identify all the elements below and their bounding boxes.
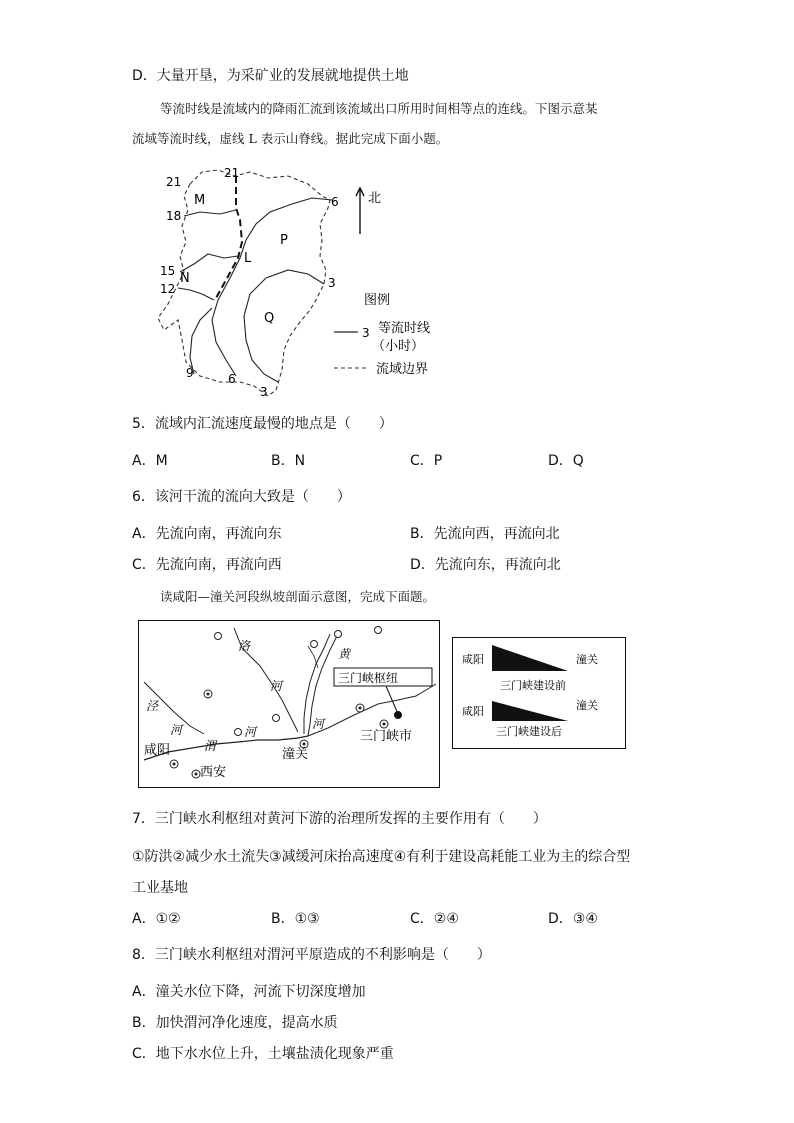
- q5-option-d[interactable]: D．Q: [548, 453, 584, 469]
- legend-isochrone-unit: （小时）: [372, 339, 425, 354]
- contour-label-3-bottom: 3: [260, 385, 268, 399]
- contour-label-6-right: 6: [331, 195, 339, 209]
- legend-title: 图例: [364, 293, 391, 308]
- city-marker: [311, 641, 318, 648]
- contour-label-15: 15: [160, 264, 176, 278]
- contour-label-21-left: 21: [166, 175, 182, 189]
- contour-label-9: 9: [186, 366, 194, 380]
- river-label-wei-he: 河: [244, 725, 257, 739]
- profile-before-left-label: 咸阳: [462, 653, 484, 666]
- question-7-items-line-1: ①防洪②减少水土流失③减缓河床抬高速度④有利于建设高耗能工业为主的综合型: [132, 849, 631, 865]
- q6-option-b[interactable]: B．先流向西，再流向北: [410, 526, 560, 542]
- dam-label: 三门峡枢纽: [338, 671, 399, 685]
- legend-isochrone-label: 等流时线: [378, 321, 431, 336]
- profile-after-wedge: [492, 701, 568, 721]
- contour-label-12: 12: [160, 282, 176, 296]
- passage-intro-line-1: 等流时线是流域内的降雨汇流到该流域出口所用时间相等点的连线。下图示意某: [160, 101, 598, 116]
- wei-river-map-figure: [138, 620, 440, 788]
- river-label-luo-he: 河: [270, 679, 283, 693]
- city-marker: [235, 729, 242, 736]
- q8-option-b[interactable]: B．加快渭河净化速度，提高水质: [132, 1015, 338, 1031]
- contour-label-21-top: 21: [224, 166, 240, 180]
- isochrone-3-loop: [244, 270, 324, 382]
- city-marker: [273, 715, 280, 722]
- question-8-stem: 8．三门峡水利枢纽对渭河平原造成的不利影响是（ ）: [132, 947, 491, 963]
- profile-after-right-label: 潼关: [576, 699, 598, 712]
- city-marker: [375, 627, 382, 634]
- city-label-sanmenxia: 三门峡市: [360, 729, 413, 744]
- q5-option-c[interactable]: C．P: [410, 453, 443, 469]
- profile-after-caption: 三门峡建设后: [496, 725, 562, 738]
- river-label-wei: 渭: [204, 739, 217, 753]
- river-label-jing-he: 河: [170, 723, 183, 737]
- q6-option-a[interactable]: A．先流向南，再流向东: [132, 526, 282, 542]
- river-label-huang: 黄: [338, 647, 351, 661]
- q5-option-b[interactable]: B．N: [271, 453, 306, 469]
- river-label-huang-he: 河: [312, 717, 325, 731]
- question-6-stem: 6．该河干流的流向大致是（ ）: [132, 489, 351, 505]
- city-marker: [335, 631, 342, 638]
- north-label: 北: [368, 191, 382, 206]
- isochrone-9: [190, 308, 212, 374]
- isochrone-map-figure: [150, 160, 450, 405]
- q5-option-a[interactable]: A．M: [132, 453, 168, 469]
- city-label-tongguan: 潼关: [282, 747, 309, 762]
- contour-label-3-right: 3: [328, 276, 336, 290]
- previous-option-d: D．大量开垦，为采矿业的发展就地提供土地: [132, 68, 409, 84]
- isochrone-12: [178, 288, 214, 300]
- isochrone-6-main: [212, 198, 332, 376]
- q7-option-b[interactable]: B．①③: [271, 911, 320, 927]
- passage-intro-line-2: 流域等流时线，虚线 L 表示山脊线。据此完成下面小题。: [132, 131, 449, 146]
- contour-label-18: 18: [166, 209, 182, 223]
- tributary-top: [308, 646, 318, 668]
- point-label-M: M: [194, 193, 206, 208]
- city-marker: [215, 633, 222, 640]
- river-label-luo: 洛: [238, 639, 251, 653]
- contour-label-6-bottom: 6: [228, 372, 236, 386]
- q8-option-c[interactable]: C．地下水水位上升，土壤盐渍化现象严重: [132, 1046, 394, 1062]
- dam-marker: [394, 711, 402, 719]
- q6-option-d[interactable]: D．先流向东，再流向北: [410, 557, 561, 573]
- point-label-P: P: [280, 233, 288, 248]
- q6-option-c[interactable]: C．先流向南，再流向西: [132, 557, 282, 573]
- q7-option-c[interactable]: C．②④: [410, 911, 459, 927]
- profile-before-wedge: [492, 645, 568, 671]
- question-7-items-line-2: 工业基地: [132, 880, 188, 896]
- question-5-stem: 5．流域内汇流速度最慢的地点是（ ）: [132, 416, 393, 432]
- passage-2-intro: 读咸阳—潼关河段纵坡剖面示意图，完成下面题。: [160, 589, 436, 604]
- profile-before-right-label: 潼关: [576, 653, 598, 666]
- longitudinal-profile-figure: [452, 637, 626, 749]
- legend-boundary-label: 流域边界: [376, 362, 429, 377]
- point-label-N: N: [180, 271, 190, 286]
- q8-option-a[interactable]: A．潼关水位下降，河流下切深度增加: [132, 984, 366, 1000]
- city-label-xianyang: 咸阳: [144, 743, 171, 758]
- isochrone-18: [184, 210, 236, 216]
- river-label-jing: 泾: [146, 699, 159, 713]
- profile-after-left-label: 咸阳: [462, 705, 484, 718]
- city-label-xian: 西安: [200, 765, 227, 780]
- profile-before-caption: 三门峡建设前: [500, 679, 566, 692]
- legend-isochrone-value: 3: [362, 326, 370, 340]
- question-7-stem: 7．三门峡水利枢纽对黄河下游的治理所发挥的主要作用有（ ）: [132, 811, 547, 827]
- q7-option-a[interactable]: A．①②: [132, 911, 181, 927]
- ridge-label-L: L: [244, 251, 252, 266]
- isochrone-15-north: [180, 254, 238, 272]
- point-label-Q: Q: [264, 311, 275, 326]
- q7-option-d[interactable]: D．③④: [548, 911, 598, 927]
